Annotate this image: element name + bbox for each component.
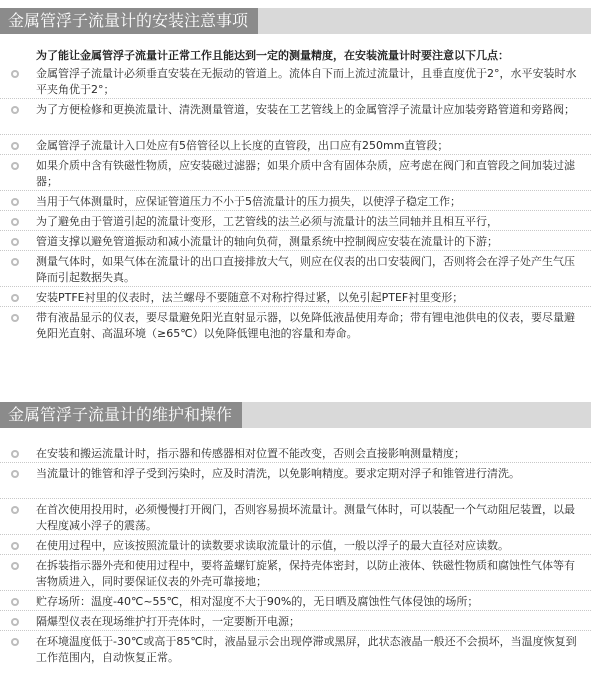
circle-bullet-icon (11, 162, 19, 170)
maintenance-list (0, 446, 591, 666)
list-item: 为了避免由于管道引起的流量计变形，工艺管线的法兰必须与流量计的法兰同轴并且相互平行， (0, 214, 591, 231)
list-item: 在环境温度低于-30℃或高于85℃时，液晶显示会出现停滞或黑屏，此状态液晶一般还不会损坏，当温度恢复到工作范围内，自动恢复正常。 (0, 634, 591, 666)
list-item: 金属管浮子流量计必须垂直安装在无振动的管道上。流体自下而上流过流量计，且垂直度优于2°，水平安装时水平夹角优于2°； (0, 66, 591, 99)
circle-bullet-icon (11, 618, 19, 626)
list-item: 在使用过程中，应该按照流量计的读数要求读取流量计的示值，一般以浮子的最大直径对应读数。 (0, 538, 591, 555)
circle-bullet-icon (11, 106, 19, 114)
list-item: 在安装和搬运流量计时，指示器和传感器相对位置不能改变，否则会直接影响测量精度； (0, 446, 591, 463)
list-item: 如果介质中含有铁磁性物质，应安装磁过滤器；如果介质中含有固体杂质，应考虑在阀门和直管段之间加装过滤器； (0, 158, 591, 191)
circle-bullet-icon (11, 314, 19, 322)
list-item: 在拆装指示器外壳和使用过程中，要将盖螺钉旋紧，保持壳体密封，以防止液体、铁磁性物质和腐蚀性气体等有害物质进入，同时要保证仪表的外壳可靠接地； (0, 558, 591, 591)
section-header-maintenance (0, 402, 591, 428)
installation-list (0, 66, 591, 342)
list-item: 金属管浮子流量计入口处应有5倍管径以上长度的直管段，出口应有250mm直管段； (0, 138, 591, 155)
circle-bullet-icon (11, 142, 19, 150)
circle-bullet-icon (11, 258, 19, 266)
list-item: 当流量计的锥管和浮子受到污染时，应及时清洗，以免影响精度。要求定期对浮子和锥管进行清洗。 (0, 466, 591, 499)
circle-bullet-icon (11, 218, 19, 226)
circle-bullet-icon (11, 506, 19, 514)
circle-bullet-icon (11, 70, 19, 78)
list-item: 管道支撑以避免管道振动和减小流量计的轴向负荷，测量系统中控制阀应安装在流量计的下游； (0, 234, 591, 251)
list-item: 带有液晶显示的仪表，要尽量避免阳光直射显示器，以免降低液晶使用寿命；带有锂电池供电的仪表，要尽量避免阳光直射、高温环境（≥65℃）以免降低锂电池的容量和寿命。 (0, 310, 591, 342)
list-item: 在首次使用投用时，必须慢慢打开阀门，否则容易损坏流量计。测量气体时，可以装配一个气动阻尼装置，以最大程度减小浮子的震荡。 (0, 502, 591, 535)
circle-bullet-icon (11, 198, 19, 206)
list-item: 当用于气体测量时，应保证管道压力不小于5倍流量计的压力损失，以使浮子稳定工作； (0, 194, 591, 211)
circle-bullet-icon (11, 638, 19, 646)
section-title-maintenance: 金属管浮子流量计的维护和操作 (0, 402, 242, 428)
list-item: 隔爆型仪表在现场维护打开壳体时，一定要断开电源； (0, 614, 591, 631)
list-item: 测量气体时，如果气体在流量计的出口直接排放大气，则应在仪表的出口安装阀门，否则将会在浮子处产生气压降而引起数据失真。 (0, 254, 591, 287)
circle-bullet-icon (11, 562, 19, 570)
intro-text: 为了能让金属管浮子流量计正常工作且能达到一定的测量精度，在安装流量计时要注意以下几点： (36, 49, 509, 62)
circle-bullet-icon (11, 238, 19, 246)
circle-bullet-icon (11, 542, 19, 550)
section-title-installation: 金属管浮子流量计的安装注意事项 (0, 8, 258, 34)
circle-bullet-icon (11, 450, 19, 458)
list-item: 为了方便检修和更换流量计、清洗测量管道，安装在工艺管线上的金属管浮子流量计应加装旁路管道和旁路阀； (0, 102, 591, 135)
list-item: 安装PTFE衬里的仪表时，法兰螺母不要随意不对称拧得过紧，以免引起PTEF衬里变形； (0, 290, 591, 307)
circle-bullet-icon (11, 470, 19, 478)
circle-bullet-icon (11, 294, 19, 302)
list-item: 贮存场所：温度-40℃~55℃，相对湿度不大于90%的，无日晒及腐蚀性气体侵蚀的场所； (0, 594, 591, 611)
section-header-installation (0, 8, 591, 34)
circle-bullet-icon (11, 598, 19, 606)
